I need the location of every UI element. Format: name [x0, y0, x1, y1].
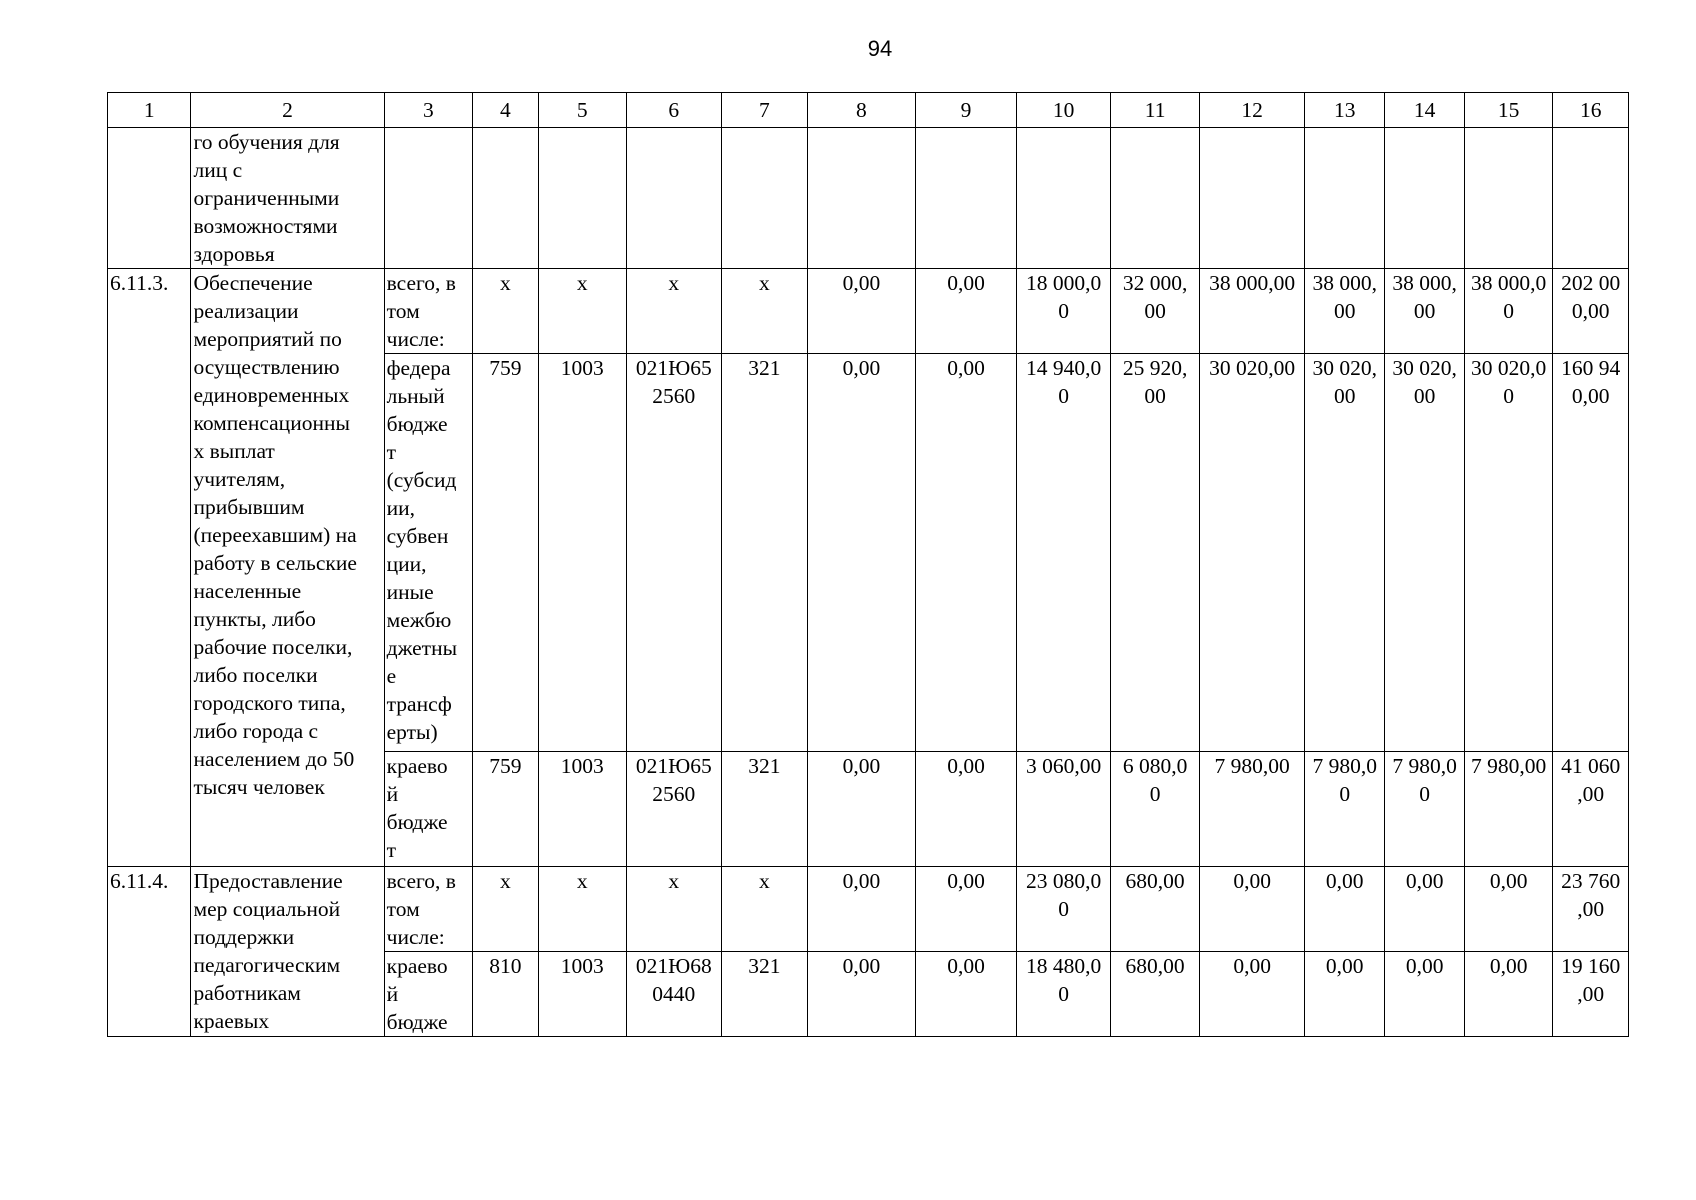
header-cell: 14	[1385, 93, 1464, 128]
table-row	[108, 269, 1629, 354]
table-cell: 7 980,00	[1200, 752, 1305, 867]
table-cell: 0,00	[1200, 952, 1305, 1037]
table-cell: 021Ю65 2560	[627, 752, 722, 867]
header-cell: 16	[1553, 93, 1629, 128]
table-cell: 0,00	[1385, 867, 1464, 952]
table-cell: краево й бюдже т	[384, 752, 473, 867]
table-cell: 32 000, 00	[1110, 269, 1200, 354]
table-cell: 021Ю68 0440	[627, 952, 722, 1037]
table-cell: 30 020, 00	[1304, 354, 1384, 752]
table-cell: Обеспечение реализации мероприятий по осуществлению единовременных компенсационны х выплат учителям, прибывшим (переехавшим) на работу в сельские населенные пункты, либо рабочие поселки, либо поселки городского типа, либо города с населением до 50 тысяч человек	[191, 269, 384, 867]
table-cell: Предоставление мер социальной поддержки педагогическим работникам краевых	[191, 867, 384, 1037]
header-cell: 12	[1200, 93, 1305, 128]
table-cell: 321	[721, 752, 808, 867]
table-cell: 3 060,00	[1017, 752, 1111, 867]
table-cell: 38 000,0 0	[1464, 269, 1553, 354]
table-cell: 021Ю65 2560	[627, 354, 722, 752]
table-cell: 38 000, 00	[1304, 269, 1384, 354]
header-cell: 15	[1464, 93, 1553, 128]
table-cell	[1385, 128, 1464, 269]
table-cell: 0,00	[915, 952, 1017, 1037]
table-cell: 23 760 ,00	[1553, 867, 1629, 952]
table-cell	[1017, 128, 1111, 269]
table-cell: 30 020,0 0	[1464, 354, 1553, 752]
table-cell: 30 020, 00	[1385, 354, 1464, 752]
table-cell: 680,00	[1110, 952, 1200, 1037]
table-cell: 0,00	[915, 354, 1017, 752]
table-cell	[915, 128, 1017, 269]
table-cell: 680,00	[1110, 867, 1200, 952]
table-cell	[1304, 128, 1384, 269]
table-cell	[384, 128, 473, 269]
table-cell: краево й бюдже	[384, 952, 473, 1037]
table-cell: 0,00	[808, 354, 916, 752]
table-cell: 7 980,00	[1464, 752, 1553, 867]
table-cell: х	[627, 867, 722, 952]
table-cell: 0,00	[1464, 952, 1553, 1037]
table-cell: х	[721, 867, 808, 952]
header-cell: 7	[721, 93, 808, 128]
header-cell: 1	[108, 93, 191, 128]
table-cell: 7 980,0 0	[1304, 752, 1384, 867]
table-cell: 38 000,00	[1200, 269, 1305, 354]
table-cell: 0,00	[808, 269, 916, 354]
table-cell: 759	[473, 354, 538, 752]
table-row	[108, 128, 1629, 269]
table-cell	[1464, 128, 1553, 269]
table-cell: 0,00	[1464, 867, 1553, 952]
header-cell: 5	[538, 93, 627, 128]
table-cell: 0,00	[915, 752, 1017, 867]
table-cell: 0,00	[1304, 952, 1384, 1037]
table-cell: 0,00	[915, 867, 1017, 952]
table-cell	[538, 128, 627, 269]
table-cell: х	[473, 867, 538, 952]
table-cell: 321	[721, 952, 808, 1037]
table-cell: 19 160 ,00	[1553, 952, 1629, 1037]
table-cell: 0,00	[1200, 867, 1305, 952]
table-cell	[1200, 128, 1305, 269]
table-cell: 0,00	[1304, 867, 1384, 952]
table-cell: 41 060 ,00	[1553, 752, 1629, 867]
table-cell: х	[538, 867, 627, 952]
table-cell: 0,00	[915, 269, 1017, 354]
table-cell: 14 940,0 0	[1017, 354, 1111, 752]
table-cell: 0,00	[808, 952, 916, 1037]
table-cell: 30 020,00	[1200, 354, 1305, 752]
header-cell: 9	[915, 93, 1017, 128]
table-cell: 6.11.4.	[108, 867, 191, 1037]
table-cell: х	[538, 269, 627, 354]
table-cell: 38 000, 00	[1385, 269, 1464, 354]
table-cell: 23 080,0 0	[1017, 867, 1111, 952]
table-cell: всего, в том числе:	[384, 867, 473, 952]
budget-table	[107, 92, 1629, 1037]
page-number: 94	[867, 36, 893, 61]
table-cell: 1003	[538, 354, 627, 752]
table-cell: 1003	[538, 952, 627, 1037]
table-cell	[721, 128, 808, 269]
table-cell: всего, в том числе:	[384, 269, 473, 354]
table-cell: 7 980,0 0	[1385, 752, 1464, 867]
header-row	[108, 93, 1629, 128]
header-cell: 2	[191, 93, 384, 128]
table-cell: 759	[473, 752, 538, 867]
table-cell: го обучения для лиц с ограниченными возможностями здоровья	[191, 128, 384, 269]
header-cell: 10	[1017, 93, 1111, 128]
header-cell: 13	[1304, 93, 1384, 128]
header-cell: 11	[1110, 93, 1200, 128]
table-cell: 6.11.3.	[108, 269, 191, 867]
table-cell	[808, 128, 916, 269]
table-cell: 6 080,0 0	[1110, 752, 1200, 867]
header-cell: 6	[627, 93, 722, 128]
table-cell: 0,00	[1385, 952, 1464, 1037]
header-cell: 8	[808, 93, 916, 128]
table-cell: х	[721, 269, 808, 354]
header-cell: 3	[384, 93, 473, 128]
table-cell	[1553, 128, 1629, 269]
table-cell: х	[473, 269, 538, 354]
table-cell: 160 94 0,00	[1553, 354, 1629, 752]
table-cell: 321	[721, 354, 808, 752]
header-cell: 4	[473, 93, 538, 128]
table-cell: федера льный бюдже т (субсид ии, субвен ции, иные межбю джетны е трансф ерты)	[384, 354, 473, 752]
table-cell: 810	[473, 952, 538, 1037]
table-cell	[108, 128, 191, 269]
table-cell: 0,00	[808, 867, 916, 952]
table-cell	[1110, 128, 1200, 269]
table-cell: 18 480,0 0	[1017, 952, 1111, 1037]
table-cell: 25 920, 00	[1110, 354, 1200, 752]
table-cell	[473, 128, 538, 269]
table-cell: 202 00 0,00	[1553, 269, 1629, 354]
table-row	[108, 867, 1629, 952]
table-cell: х	[627, 269, 722, 354]
table-cell: 1003	[538, 752, 627, 867]
table-cell: 18 000,0 0	[1017, 269, 1111, 354]
table-cell	[627, 128, 722, 269]
table-cell: 0,00	[808, 752, 916, 867]
